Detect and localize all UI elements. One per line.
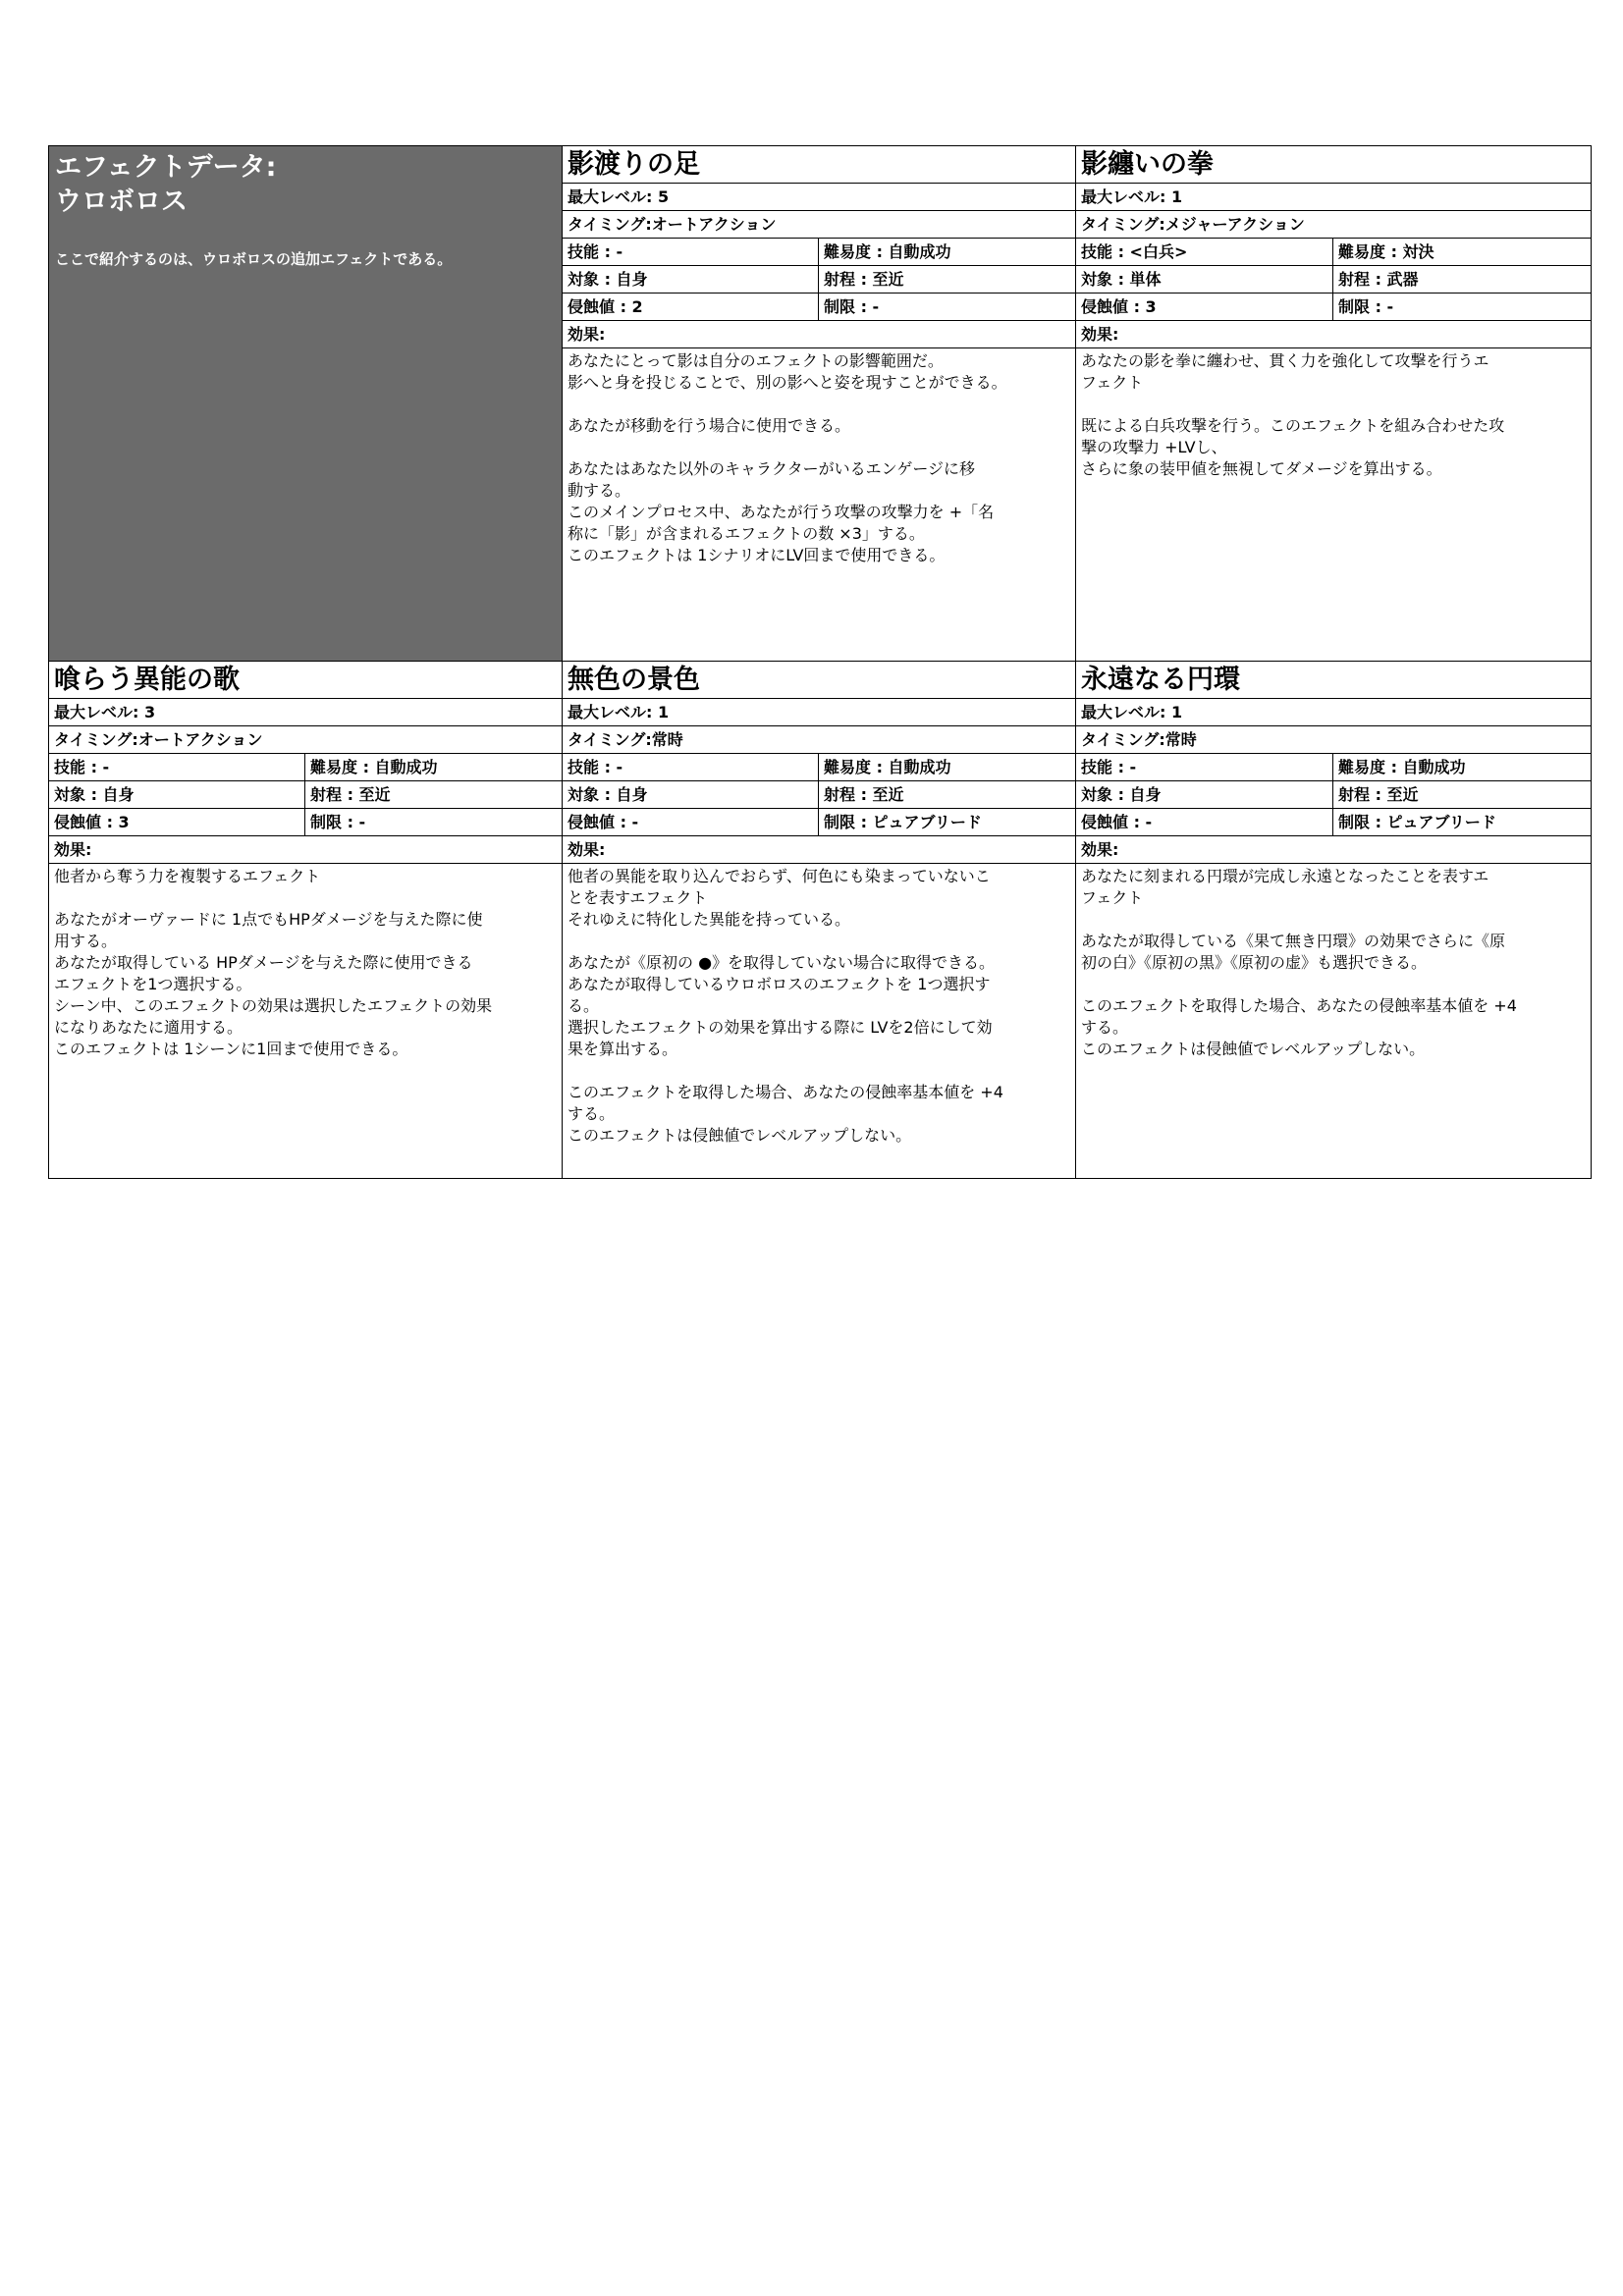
skill-difficulty-row xyxy=(1076,239,1591,266)
effect-text: 他者の異能を取り込んでおらず、何色にも染まっていないこ とを表すエフェクト それゆえに特化した異能を持っている。 あなたが《原初の ●》を取得していない場合に取得できる。 あなたが取得しているウロボロスのエフェクトを 1つ選択す る。 選択したエフェクトの効果を算出する際に LVを2倍にして効 果を算出する。 このエフェクトを取得した場合、あなたの侵蝕率基本値を +4 する。 このエフェクトは侵蝕値でレベルアップしない。 xyxy=(568,867,1003,1145)
effect-card xyxy=(49,662,563,1178)
difficulty: 難易度 : 自動成功 xyxy=(310,758,438,776)
skill: 技能 : - xyxy=(49,754,305,780)
erosion-restriction-row xyxy=(49,809,562,836)
erosion: 侵蝕値 : - xyxy=(563,809,819,835)
effect-name: 無色の景色 xyxy=(563,662,1075,699)
effect-card xyxy=(563,146,1076,662)
timing: タイミング:メジャーアクション xyxy=(1076,211,1591,239)
restriction: 制限 : ピュアブリード xyxy=(1338,813,1496,831)
effect-card xyxy=(563,662,1076,1178)
erosion: 侵蝕値 : 3 xyxy=(1076,294,1333,320)
timing: タイミング:オートアクション xyxy=(563,211,1075,239)
restriction: 制限 : ピュアブリード xyxy=(824,813,982,831)
skill-difficulty-row xyxy=(563,239,1075,266)
skill: 技能 : - xyxy=(1076,754,1333,780)
skill-difficulty-row xyxy=(563,754,1075,781)
effect-name: 永遠なる円環 xyxy=(1076,662,1591,699)
effect-text: あなたの影を拳に纏わせ、貫く力を強化して攻撃を行うエ フェクト 既による白兵攻撃を行う。このエフェクトを組み合わせた攻 撃の攻撃力 +LVし、 さらに象の装甲値を無視してダメージを算出する。 xyxy=(1081,351,1505,478)
range: 射程 : 至近 xyxy=(1338,785,1419,804)
effect-label: 効果: xyxy=(1076,836,1591,864)
target: 対象 : 自身 xyxy=(49,781,305,808)
max-level: 最大レベル: 1 xyxy=(563,699,1075,726)
target-range-row xyxy=(1076,781,1591,809)
effect-sheet xyxy=(48,145,1592,1179)
range: 射程 : 武器 xyxy=(1338,270,1419,289)
effect-text: あなたに刻まれる円環が完成し永遠となったことを表すエ フェクト あなたが取得している《果て無き円環》の効果でさらに《原 初の白》《原初の黒》《原初の虚》も選択できる。 このエフェクトを取得した場合、あなたの侵蝕率基本値を +4 する。 このエフェクトは侵蝕値でレベルアップしない。 xyxy=(1081,867,1517,1058)
target-range-row xyxy=(563,781,1075,809)
intro-title-line2: ウロボロス xyxy=(55,187,188,217)
erosion-restriction-row xyxy=(1076,809,1591,836)
difficulty: 難易度 : 自動成功 xyxy=(824,758,951,776)
difficulty: 難易度 : 対決 xyxy=(1338,242,1434,261)
intro-description: ここで紹介するのは、ウロボロスの追加エフェクトである。 xyxy=(55,250,453,268)
effect-card xyxy=(1076,662,1591,1178)
erosion: 侵蝕値 : 3 xyxy=(49,809,305,835)
max-level: 最大レベル: 5 xyxy=(563,184,1075,211)
max-level: 最大レベル: 1 xyxy=(1076,184,1591,211)
timing: タイミング:常時 xyxy=(563,726,1075,754)
target: 対象 : 自身 xyxy=(1076,781,1333,808)
target: 対象 : 自身 xyxy=(563,266,819,293)
effect-text: 他者から奪う力を複製するエフェクト あなたがオーヴァードに 1点でもHPダメージを与えた際に使 用する。 あなたが取得している HPダメージを与えた際に使用できる エフェクトを1つ選択する。 シーン中、このエフェクトの効果は選択したエフェクトの効果 になりあなたに適用する。 このエフェクトは 1シーンに1回まで使用できる。 xyxy=(54,867,493,1058)
range: 射程 : 至近 xyxy=(824,785,904,804)
skill: 技能 : - xyxy=(563,754,819,780)
intro-panel xyxy=(49,146,563,662)
target-range-row xyxy=(563,266,1075,294)
erosion: 侵蝕値 : - xyxy=(1076,809,1333,835)
effect-label: 効果: xyxy=(563,836,1075,864)
effect-name: 喰らう異能の歌 xyxy=(49,662,562,699)
difficulty: 難易度 : 自動成功 xyxy=(824,242,951,261)
effect-label: 効果: xyxy=(1076,321,1591,348)
erosion-restriction-row xyxy=(1076,294,1591,321)
restriction: 制限 : - xyxy=(824,297,880,316)
max-level: 最大レベル: 1 xyxy=(1076,699,1591,726)
timing: タイミング:常時 xyxy=(1076,726,1591,754)
skill-difficulty-row xyxy=(1076,754,1591,781)
effect-text: あなたにとって影は自分のエフェクトの影響範囲だ。 影へと身を投じることで、別の影へと姿を現すことができる。 あなたが移動を行う場合に使用できる。 あなたはあなた以外のキャラクターがいるエンゲージに移 動する。 このメインプロセス中、あなたが行う攻撃の攻撃力を +「名 称に「影」が含まれるエフェクトの数 ×3」する。 このエフェクトは 1シナリオにLV回まで使用できる。 xyxy=(568,351,1007,564)
effect-name: 影渡りの足 xyxy=(563,146,1075,184)
erosion: 侵蝕値 : 2 xyxy=(563,294,819,320)
timing: タイミング:オートアクション xyxy=(49,726,562,754)
restriction: 制限 : - xyxy=(310,813,366,831)
target-range-row xyxy=(1076,266,1591,294)
skill-difficulty-row xyxy=(49,754,562,781)
effect-card xyxy=(1076,146,1591,662)
erosion-restriction-row xyxy=(563,294,1075,321)
effect-label: 効果: xyxy=(49,836,562,864)
effect-label: 効果: xyxy=(563,321,1075,348)
target: 対象 : 自身 xyxy=(563,781,819,808)
skill: 技能 : - xyxy=(563,239,819,265)
range: 射程 : 至近 xyxy=(310,785,391,804)
target: 対象 : 単体 xyxy=(1076,266,1333,293)
skill: 技能 : <白兵> xyxy=(1076,239,1333,265)
max-level: 最大レベル: 3 xyxy=(49,699,562,726)
effect-name: 影纏いの拳 xyxy=(1076,146,1591,184)
erosion-restriction-row xyxy=(563,809,1075,836)
restriction: 制限 : - xyxy=(1338,297,1394,316)
intro-title-line1: エフェクトデータ: xyxy=(55,152,277,183)
range: 射程 : 至近 xyxy=(824,270,904,289)
difficulty: 難易度 : 自動成功 xyxy=(1338,758,1466,776)
target-range-row xyxy=(49,781,562,809)
